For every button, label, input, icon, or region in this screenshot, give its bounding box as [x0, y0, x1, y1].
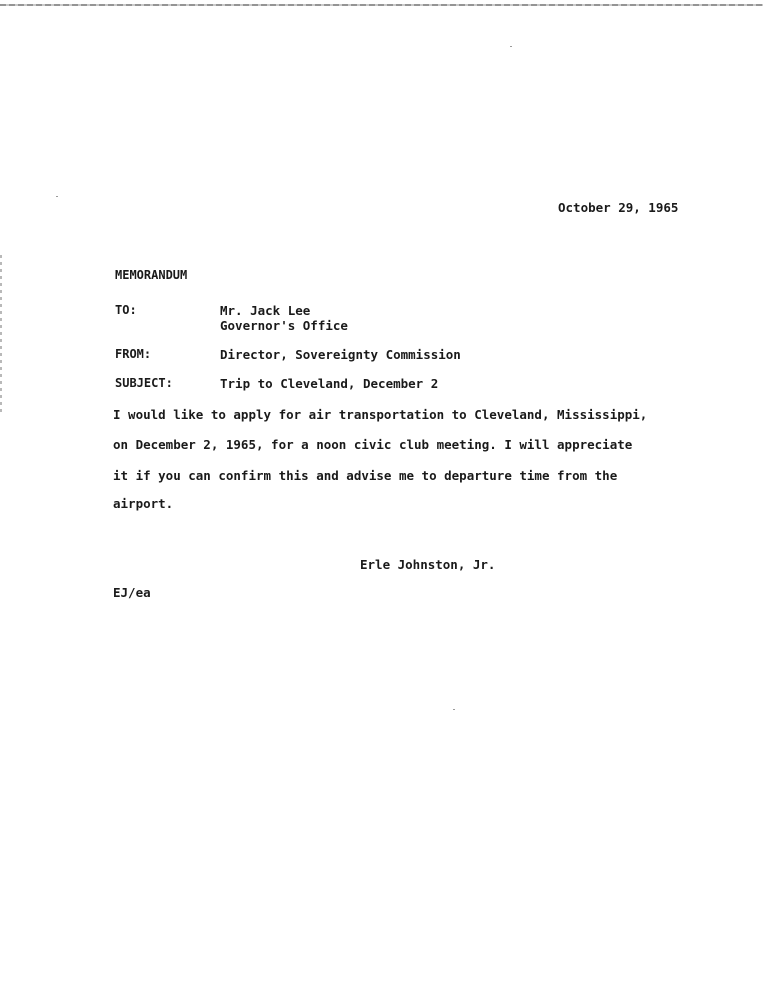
to-recipient-office: Governor's Office	[220, 318, 348, 333]
page-left-edge	[0, 255, 2, 415]
body-line: I would like to apply for air transportation to Cleveland, Mississippi,	[113, 407, 648, 422]
page-top-edge	[0, 4, 763, 6]
typist-initials: EJ/ea	[113, 585, 151, 600]
memo-date: October 29, 1965	[558, 200, 679, 215]
memo-heading: MEMORANDUM	[115, 268, 188, 282]
body-line: airport.	[113, 496, 174, 511]
subject-label: SUBJECT:	[115, 376, 173, 390]
body-line: it if you can confirm this and advise me to departure time from the	[113, 468, 618, 483]
signature-name: Erle Johnston, Jr.	[360, 557, 496, 572]
to-label: TO:	[115, 303, 137, 317]
paper-speck	[510, 46, 512, 47]
from-label: FROM:	[115, 347, 152, 361]
from-value: Director, Sovereignty Commission	[220, 347, 461, 362]
subject-value: Trip to Cleveland, December 2	[220, 376, 439, 391]
to-recipient-name: Mr. Jack Lee	[220, 303, 311, 318]
paper-speck	[56, 196, 58, 197]
paper-speck	[453, 709, 455, 710]
body-line: on December 2, 1965, for a noon civic club meeting. I will appreciate	[113, 437, 633, 452]
